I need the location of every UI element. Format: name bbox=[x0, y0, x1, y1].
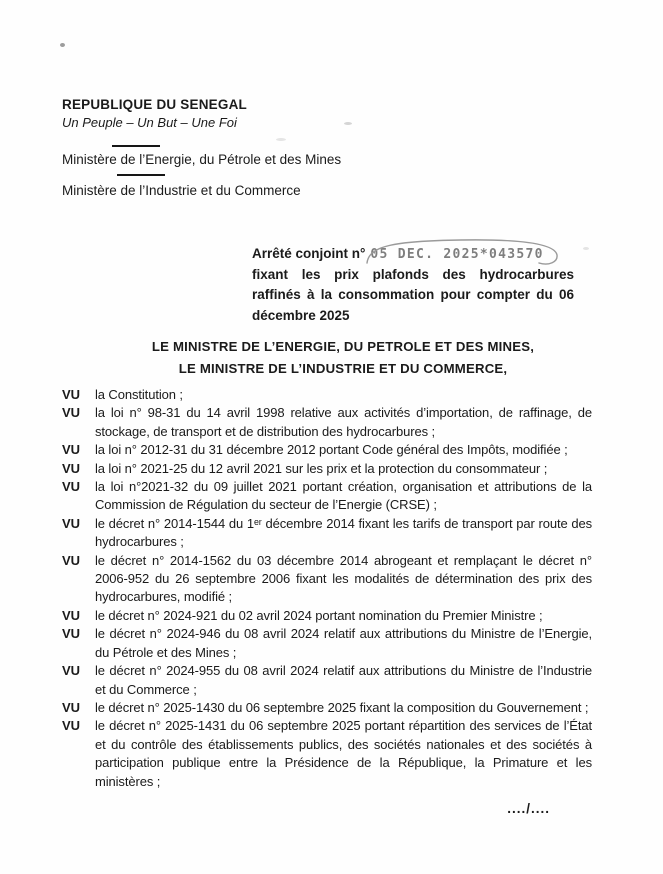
vu-text: le décret n° 2024-921 du 02 avril 2024 portant nomination du Premier Ministre ; bbox=[95, 607, 543, 623]
vu-label: VU bbox=[62, 479, 81, 495]
vu-label: VU bbox=[62, 460, 81, 476]
vu-item bbox=[62, 552, 592, 607]
decree-title-block bbox=[252, 244, 574, 326]
scan-speck bbox=[344, 122, 352, 125]
decree-number-line bbox=[252, 244, 574, 265]
vu-text: la loi n° 2021-25 du 12 avril 2021 sur les prix et la protection du consommateur ; bbox=[95, 460, 548, 476]
vu-item bbox=[62, 460, 592, 478]
date-number-stamp bbox=[370, 245, 543, 265]
republic-title: REPUBLIQUE DU SENEGAL bbox=[62, 97, 247, 112]
vu-item bbox=[62, 478, 592, 515]
section-divider bbox=[117, 174, 165, 176]
vu-text: la loi n° 98-31 du 14 avril 1998 relative aux activités d’importation, de raffinage, de stockage, de transport et de distribution des hydrocarbures ; bbox=[95, 405, 592, 439]
vu-item bbox=[62, 625, 592, 662]
ministry-industry-line: Ministère de l’Industrie et du Commerce bbox=[62, 183, 301, 198]
vu-label: VU bbox=[62, 626, 81, 642]
stamp-text: 05 DEC. 2025*043570 bbox=[370, 247, 544, 262]
national-motto: Un Peuple – Un But – Une Foi bbox=[62, 115, 237, 130]
vu-label: VU bbox=[62, 515, 81, 531]
vu-item bbox=[62, 386, 592, 404]
vu-text: la Constitution ; bbox=[95, 387, 183, 402]
scan-speck bbox=[583, 247, 589, 250]
vu-list bbox=[62, 386, 592, 791]
authority-line-energy: LE MINISTRE DE L’ENERGIE, DU PETROLE ET DES MINES, bbox=[151, 339, 535, 354]
authorities-heading bbox=[63, 336, 623, 380]
vu-text: le décret n° 2024-946 du 08 avril 2024 relatif aux attributions du Ministre de l’Energie, du Pétrole et des Mines ; bbox=[95, 626, 592, 660]
vu-item bbox=[62, 515, 592, 552]
vu-label: VU bbox=[62, 552, 81, 568]
vu-text: le décret n° 2024-955 du 08 avril 2024 relatif aux attributions du Ministre de l’Industrie et du Commerce ; bbox=[95, 663, 592, 697]
vu-text: la loi n°2021-32 du 09 juillet 2021 portant création, organisation et attributions de la Commission de Régulation du secteur de l’Energie (CRSE) ; bbox=[95, 479, 592, 513]
ministry-energy-line: Ministère de l’Energie, du Pétrole et des Mines bbox=[62, 152, 342, 167]
decree-title-text: fixant les prix plafonds des hydrocarbures raffinés à la consommation pour compter du 06 décembre 2025 bbox=[252, 267, 574, 323]
vu-label: VU bbox=[62, 607, 81, 623]
section-divider bbox=[112, 145, 160, 147]
vu-item bbox=[62, 404, 592, 441]
vu-text: la loi n° 2012-31 du 31 décembre 2012 portant Code général des Impôts, modifiée ; bbox=[95, 442, 568, 458]
vu-item bbox=[62, 717, 592, 791]
vu-label: VU bbox=[62, 699, 81, 715]
vu-text: le décret n° 2025-1431 du 06 septembre 2025 portant répartition des services de l’État et du contrôle des établissements publics, des sociétés nationales et des sociétés à participation publique entre la Présidence de la République, la Primature et les ministères ; bbox=[95, 718, 592, 789]
vu-item bbox=[62, 607, 592, 625]
vu-text: le décret n° 2025-1430 du 06 septembre 2025 fixant la composition du Gouvernement ; bbox=[95, 699, 589, 715]
continuation-mark: ..../.... bbox=[507, 801, 550, 816]
authority-line-industry: LE MINISTRE DE L’INDUSTRIE ET DU COMMERCE, bbox=[178, 361, 508, 377]
vu-label: VU bbox=[62, 442, 81, 458]
vu-label: VU bbox=[62, 387, 81, 402]
vu-text: le décret n° 2014-1544 du 1ᵉʳ décembre 2014 fixant les tarifs de transport par route des hydrocarbures ; bbox=[95, 515, 592, 550]
vu-item bbox=[62, 441, 592, 459]
vu-label: VU bbox=[62, 405, 81, 421]
vu-label: VU bbox=[62, 718, 81, 734]
decree-number-prefix: Arrêté conjoint n° bbox=[252, 246, 366, 261]
scan-speck bbox=[60, 43, 65, 47]
vu-text: le décret n° 2014-1562 du 03 décembre 2014 abrogeant et remplaçant le décret n° 2006-952 du 26 septembre 2006 fixant les modalités de détermination des prix des hydrocarbures, modifié ; bbox=[95, 552, 592, 605]
vu-label: VU bbox=[62, 663, 81, 679]
scan-speck bbox=[276, 138, 286, 141]
vu-item bbox=[62, 699, 592, 717]
vu-item bbox=[62, 662, 592, 699]
